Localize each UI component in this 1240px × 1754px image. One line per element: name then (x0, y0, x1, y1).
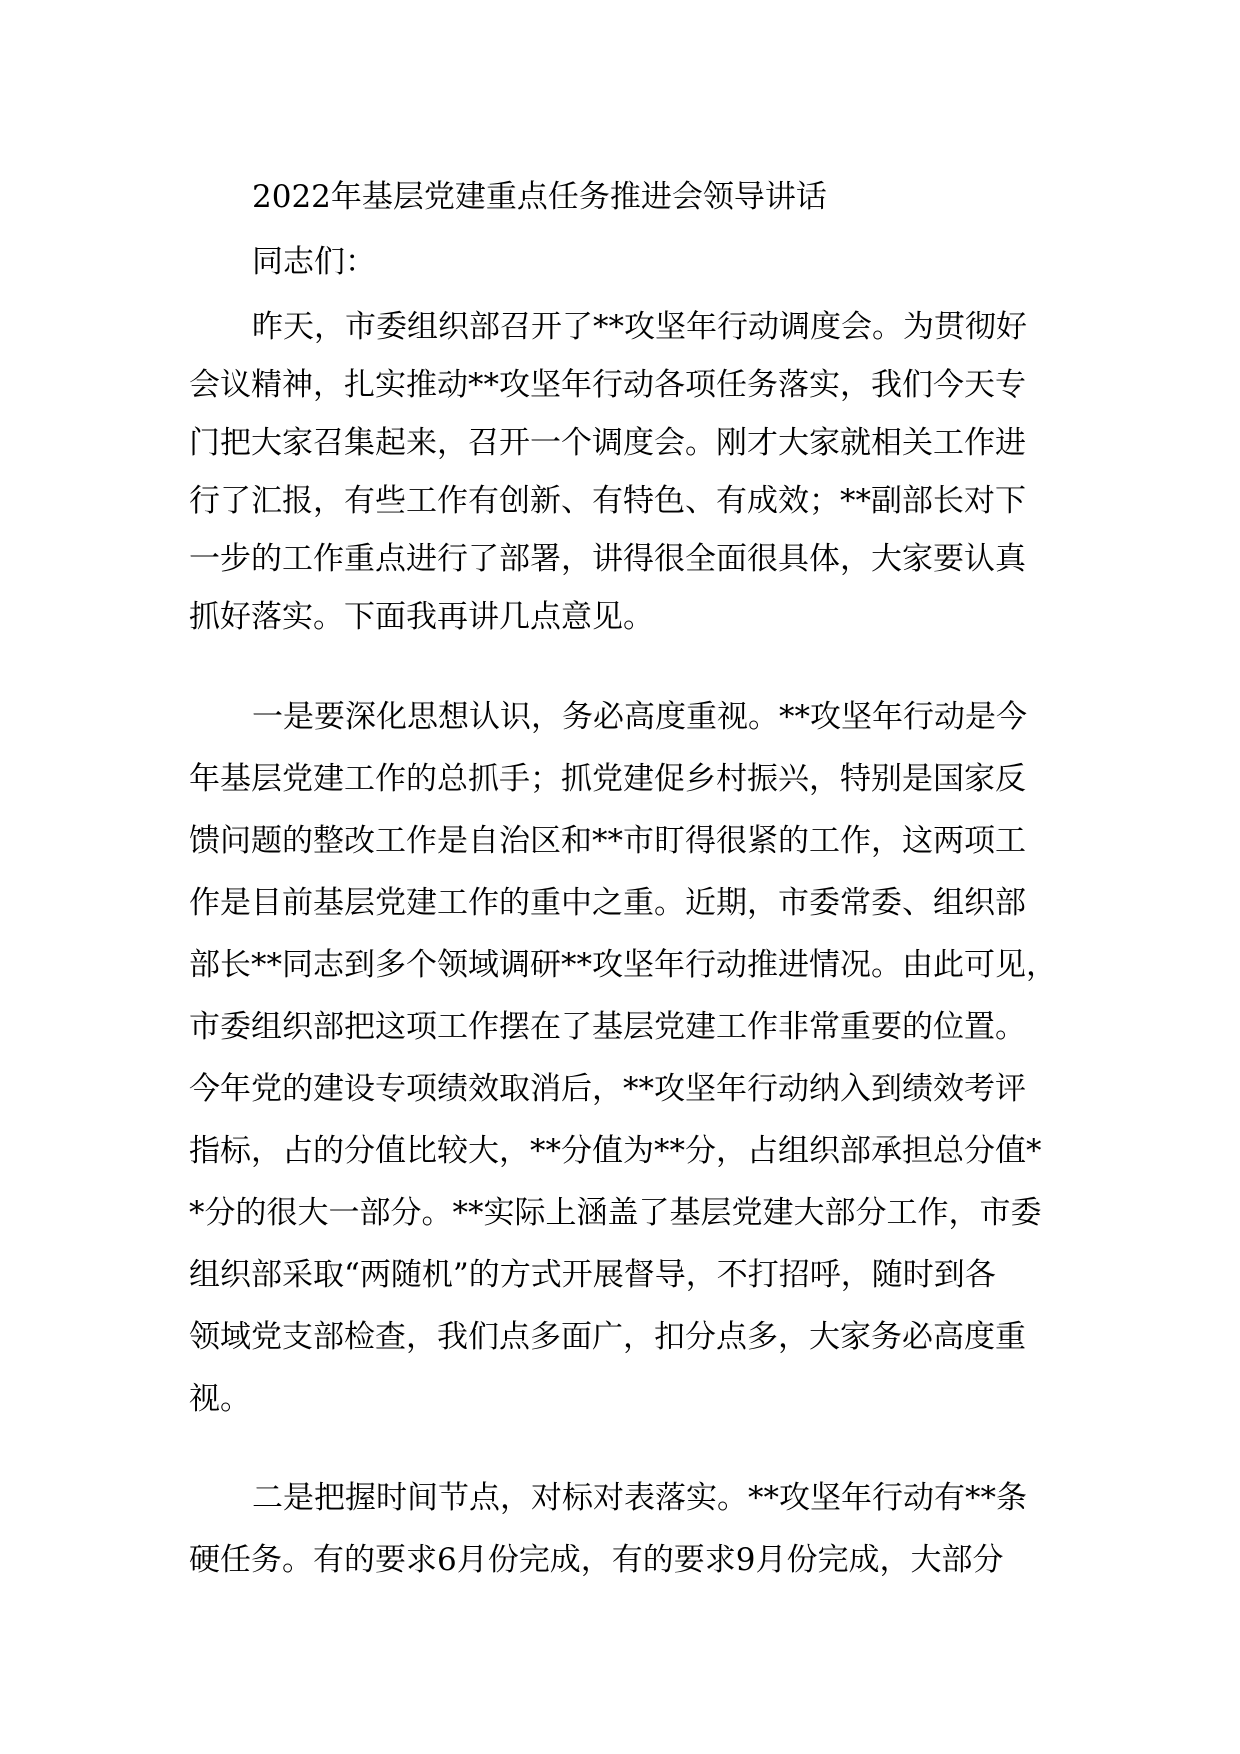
text-line: 硬任务。有的要求6月份完成，有的要求9月份完成，大部分 (189, 1542, 1004, 1578)
text-line: 馈问题的整改工作是自治区和**市盯得很紧的工作，这两项工 (189, 823, 1026, 859)
text-line: 部长**同志到多个领域调研**攻坚年行动推进情况。由此可见， (189, 947, 1057, 983)
text-line: 指标，占的分值比较大，**分值为**分，占组织部承担总分值* (189, 1133, 1042, 1169)
text-line: 一步的工作重点进行了部署，讲得很全面很具体，大家要认真 (189, 541, 1026, 577)
text-line: 行了汇报，有些工作有创新、有特色、有成效；**副部长对下 (189, 483, 1026, 519)
document-title: 2022年基层党建重点任务推进会领导讲话 (252, 179, 827, 215)
text-line: 视。 (189, 1381, 251, 1417)
text-line: 组织部采取“两随机”的方式开展督导，不打招呼，随时到各 (189, 1257, 996, 1293)
text-line: *分的很大一部分。**实际上涵盖了基层党建大部分工作，市委 (189, 1195, 1042, 1231)
text-line: 作是目前基层党建工作的重中之重。近期，市委常委、组织部 (189, 885, 1026, 921)
text-line: 今年党的建设专项绩效取消后，**攻坚年行动纳入到绩效考评 (189, 1071, 1026, 1107)
text-line: 一是要深化思想认识，务必高度重视。**攻坚年行动是今 (252, 699, 1027, 735)
text-line: 昨天，市委组织部召开了**攻坚年行动调度会。为贯彻好 (252, 309, 1027, 345)
salutation: 同志们： (252, 244, 376, 280)
text-line: 抓好落实。下面我再讲几点意见。 (189, 599, 654, 635)
text-line: 年基层党建工作的总抓手；抓党建促乡村振兴，特别是国家反 (189, 761, 1026, 797)
text-line: 二是把握时间节点，对标对表落实。**攻坚年行动有**条 (252, 1480, 1027, 1516)
text-line: 领域党支部检查，我们点多面广，扣分点多，大家务必高度重 (189, 1319, 1026, 1355)
text-line: 市委组织部把这项工作摆在了基层党建工作非常重要的位置。 (189, 1009, 1026, 1045)
text-line: 会议精神，扎实推动**攻坚年行动各项任务落实，我们今天专 (189, 367, 1026, 403)
text-line: 门把大家召集起来，召开一个调度会。刚才大家就相关工作进 (189, 425, 1026, 461)
